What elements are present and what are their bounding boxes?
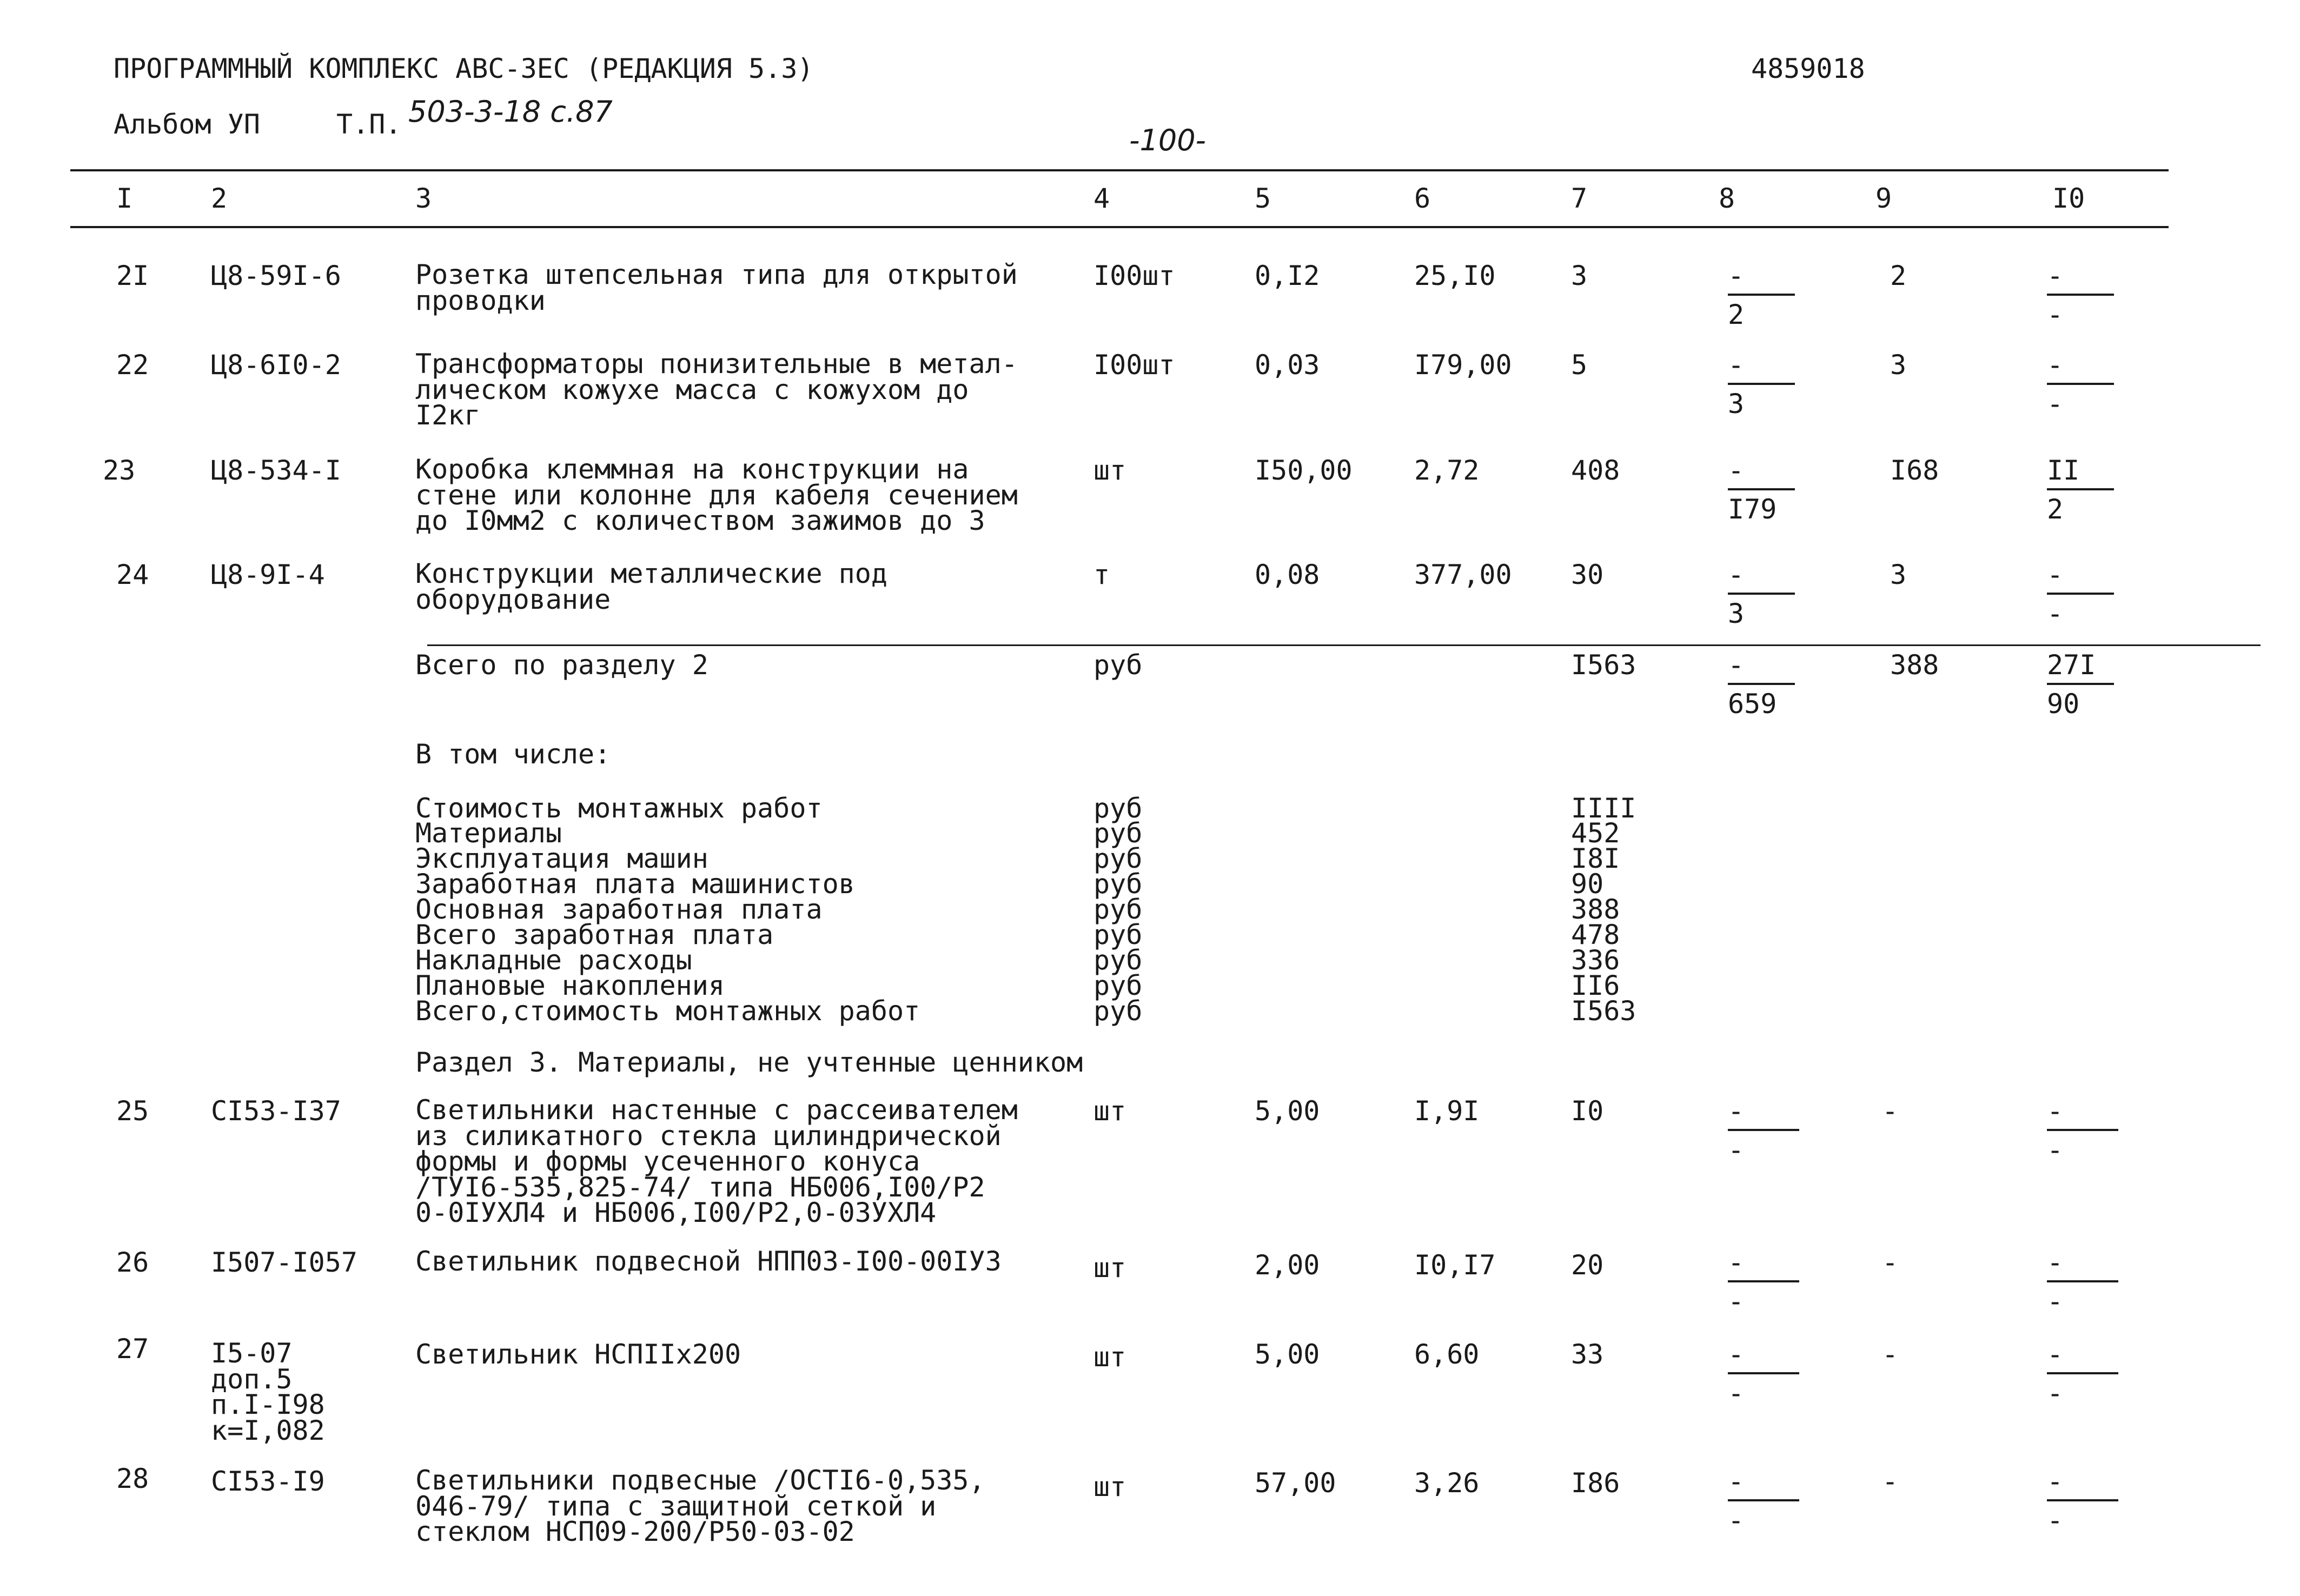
fraction-numerator: - — [2047, 1249, 2118, 1282]
row-number: 2I — [116, 260, 149, 291]
fraction-denominator: - — [1728, 1286, 1745, 1317]
row-col9: - — [1882, 1466, 1899, 1497]
row-description: Светильники настенные с рассеивателем из силикатного стекла цилиндрической формы и формы усеченного конуса /ТУI6-535,825-74/ типа НБ006,I00/Р2 0-0IУХЛ4 и НБ006,I00/Р2,0-03УХЛ4 — [415, 1094, 1018, 1228]
including-unit: руб — [1093, 945, 1143, 976]
fraction-denominator: - — [2047, 1134, 2064, 1166]
section-total-label: Всего по разделу 2 — [415, 649, 708, 681]
row-col10-fraction — [2047, 1095, 2118, 1166]
including-label: Эксплуатация машин — [415, 843, 708, 874]
column-header: 8 — [1719, 183, 1735, 214]
section-total-col10-fraction — [2047, 649, 2114, 720]
row-total: I0 — [1571, 1095, 1604, 1127]
section-total-value: I563 — [1571, 649, 1636, 681]
column-header: I0 — [2052, 183, 2085, 214]
including-unit: руб — [1093, 817, 1143, 849]
fraction-denominator: - — [2047, 299, 2064, 330]
including-unit: руб — [1093, 995, 1143, 1027]
row-col9: - — [1882, 1247, 1899, 1278]
row-total: I86 — [1571, 1467, 1620, 1499]
fraction-numerator: - — [2047, 351, 2114, 385]
fraction-denominator: 2 — [1728, 299, 1745, 330]
row-price: 377,00 — [1414, 559, 1512, 590]
tp-handwritten-number: 503-3-18 с.87 — [408, 95, 613, 129]
row-number: 22 — [116, 349, 149, 381]
row-price: I,9I — [1414, 1095, 1480, 1127]
row-quantity: 57,00 — [1255, 1467, 1336, 1499]
row-price: I0,I7 — [1414, 1249, 1496, 1281]
fraction-numerator: - — [1728, 561, 1795, 595]
column-header: 7 — [1571, 183, 1588, 214]
row-unit: т — [1093, 559, 1110, 590]
fraction-denominator: I79 — [1728, 494, 1777, 525]
row-col9: I68 — [1890, 455, 1939, 486]
including-label: Заработная плата машинистов — [415, 868, 855, 900]
row-quantity: 0,08 — [1255, 559, 1320, 590]
including-value: 478 — [1571, 919, 1620, 950]
row-description: Розетка штепсельная типа для открытой проводки — [415, 259, 1018, 316]
including-value: II6 — [1571, 970, 1620, 1001]
fraction-numerator: - — [1728, 1468, 1799, 1501]
row-code: Ц8-534-I — [211, 455, 341, 486]
fraction-numerator: - — [2047, 1098, 2118, 1131]
fraction-numerator: - — [1728, 1249, 1799, 1282]
column-header: 5 — [1255, 183, 1271, 214]
row-col9: - — [1882, 1095, 1899, 1127]
row-price: 3,26 — [1414, 1467, 1480, 1499]
including-unit: руб — [1093, 894, 1143, 925]
row-unit: шт — [1093, 1471, 1126, 1502]
row-price: 25,I0 — [1414, 260, 1496, 291]
row-quantity: I50,00 — [1255, 455, 1353, 486]
including-unit: руб — [1093, 843, 1143, 874]
row-col8-fraction — [1728, 1341, 1799, 1407]
row-col10-fraction — [2047, 1468, 2118, 1534]
tp-label: Т.П. — [336, 109, 402, 140]
row-number: 28 — [116, 1463, 149, 1494]
album-label: Альбом УП — [114, 109, 260, 140]
fraction-denominator: - — [1728, 1378, 1745, 1409]
row-price: 6,60 — [1414, 1339, 1480, 1370]
row-description: Светильник НСПIIх200 — [415, 1339, 741, 1370]
including-value: I563 — [1571, 995, 1636, 1027]
column-header: 9 — [1875, 183, 1892, 214]
row-number: 26 — [116, 1247, 149, 1278]
fraction-numerator: - — [1728, 651, 1795, 685]
row-total: 20 — [1571, 1249, 1604, 1281]
row-total: 3 — [1571, 260, 1588, 291]
row-quantity: 5,00 — [1255, 1095, 1320, 1127]
including-label: Основная заработная плата — [415, 894, 823, 925]
row-number: 25 — [116, 1095, 149, 1127]
including-value: 388 — [1571, 894, 1620, 925]
including-value: 336 — [1571, 945, 1620, 976]
page-number-handwritten: -100- — [1129, 123, 1207, 157]
row-col8-fraction — [1728, 457, 1795, 523]
including-label: Накладные расходы — [415, 945, 692, 976]
row-col8-fraction — [1728, 1468, 1799, 1534]
section-total-unit: руб — [1093, 649, 1143, 681]
row-unit: шт — [1093, 455, 1126, 486]
row-price: I79,00 — [1414, 349, 1512, 381]
row-code: СI53-I37 — [211, 1095, 341, 1127]
fraction-numerator: 27I — [2047, 651, 2114, 685]
row-total: 408 — [1571, 455, 1620, 486]
fraction-denominator: 659 — [1728, 688, 1777, 720]
row-price: 2,72 — [1414, 455, 1480, 486]
row-code: Ц8-6I0-2 — [211, 349, 341, 381]
column-header: I — [116, 183, 133, 214]
row-code: СI53-I9 — [211, 1466, 325, 1497]
row-total: 30 — [1571, 559, 1604, 590]
including-unit: руб — [1093, 868, 1143, 900]
fraction-numerator: - — [1728, 351, 1795, 385]
including-unit: руб — [1093, 919, 1143, 950]
fraction-denominator: - — [2047, 1286, 2064, 1317]
fraction-denominator: - — [1728, 1505, 1745, 1536]
fraction-denominator: - — [2047, 388, 2064, 420]
fraction-denominator: - — [1728, 1134, 1745, 1166]
column-header: 3 — [415, 183, 432, 214]
including-value: IIII — [1571, 793, 1636, 824]
row-code: Ц8-59I-6 — [211, 260, 341, 291]
document-number: 4859018 — [1751, 53, 1865, 84]
including-title: В том числе: — [415, 739, 611, 770]
fraction-numerator: - — [2047, 561, 2114, 595]
including-label: Стоимость монтажных работ — [415, 793, 823, 824]
row-col8-fraction — [1728, 1095, 1799, 1166]
row-col10-fraction — [2047, 349, 2114, 420]
column-header: 4 — [1093, 183, 1110, 214]
row-col9: 2 — [1890, 260, 1907, 291]
row-quantity: 0,I2 — [1255, 260, 1320, 291]
fraction-numerator: - — [1728, 1098, 1799, 1131]
row-unit: I00шт — [1093, 260, 1175, 291]
including-value: 452 — [1571, 817, 1620, 849]
table-header-rule — [70, 226, 2169, 228]
section-separator — [427, 644, 2261, 646]
row-description: Светильник подвесной НПП03-I00-00IУ3 — [415, 1246, 1002, 1277]
section3-title: Раздел 3. Материалы, не учтенные ценником — [415, 1047, 1083, 1078]
row-total: 33 — [1571, 1339, 1604, 1370]
fraction-numerator: - — [1728, 457, 1795, 490]
row-col10-fraction — [2047, 1341, 2118, 1407]
row-col9: - — [1882, 1339, 1899, 1370]
column-header: 6 — [1414, 183, 1431, 214]
row-number: 23 — [103, 455, 136, 486]
row-description: Коробка клеммная на конструкции на стене или колонне для кабеля сечением до I0мм2 с количеством зажимов до 3 — [415, 454, 1018, 536]
row-col8-fraction — [1728, 262, 1795, 328]
fraction-numerator: - — [2047, 1468, 2118, 1501]
row-col10-fraction — [2047, 457, 2114, 523]
fraction-denominator: 3 — [1728, 388, 1745, 420]
row-description: Трансформаторы понизительные в метал- лическом кожухе масса с кожухом до I2кг — [415, 348, 1018, 431]
row-code: Ц8-9I-4 — [211, 559, 325, 590]
row-number: 27 — [116, 1333, 149, 1365]
including-label: Всего заработная плата — [415, 919, 774, 950]
row-col10-fraction — [2047, 262, 2114, 328]
row-description: Светильники подвесные /ОСТI6-0,535, 046-79/ типа с защитной сеткой и стеклом НСП09-200/Р50-03-02 — [415, 1465, 985, 1547]
program-title: ПРОГРАММНЫЙ КОМПЛЕКС АВС-ЗЕС (РЕДАКЦИЯ 5.3) — [114, 53, 814, 84]
including-label: Плановые накопления — [415, 970, 725, 1001]
row-total: 5 — [1571, 349, 1588, 381]
row-quantity: 2,00 — [1255, 1249, 1320, 1281]
row-code: I507-I057 — [211, 1247, 357, 1278]
row-code: I5-07 доп.5 п.I-I98 к=I,082 — [211, 1338, 325, 1446]
section-total-col8-fraction — [1728, 649, 1795, 720]
fraction-denominator: - — [2047, 1505, 2064, 1536]
including-value: I8I — [1571, 843, 1620, 874]
row-unit: I00шт — [1093, 349, 1175, 381]
fraction-numerator: - — [2047, 1341, 2118, 1374]
row-col9: 3 — [1890, 559, 1907, 590]
fraction-denominator: - — [2047, 598, 2064, 629]
including-value: 90 — [1571, 868, 1604, 900]
row-col8-fraction — [1728, 349, 1795, 420]
fraction-numerator: - — [1728, 262, 1795, 296]
including-unit: руб — [1093, 793, 1143, 824]
column-header: 2 — [211, 183, 228, 214]
row-quantity: 5,00 — [1255, 1339, 1320, 1370]
row-col9: 3 — [1890, 349, 1907, 381]
row-col10-fraction — [2047, 1249, 2118, 1315]
fraction-denominator: 90 — [2047, 688, 2080, 720]
row-unit: шт — [1093, 1252, 1126, 1284]
row-col10-fraction — [2047, 561, 2114, 627]
row-description: Конструкции металлические под оборудование — [415, 558, 887, 615]
fraction-denominator: - — [2047, 1378, 2064, 1409]
section-total-col9: 388 — [1890, 649, 1939, 681]
row-number: 24 — [116, 559, 149, 590]
including-unit: руб — [1093, 970, 1143, 1001]
row-unit: шт — [1093, 1341, 1126, 1373]
fraction-numerator: - — [2047, 262, 2114, 296]
row-col8-fraction — [1728, 1249, 1799, 1315]
table-top-rule — [70, 169, 2169, 171]
fraction-numerator: II — [2047, 457, 2114, 490]
fraction-denominator: 3 — [1728, 598, 1745, 629]
fraction-denominator: 2 — [2047, 494, 2064, 525]
fraction-numerator: - — [1728, 1341, 1799, 1374]
including-label: Материалы — [415, 817, 562, 849]
row-unit: шт — [1093, 1095, 1126, 1127]
including-label: Всего,стоимость монтажных работ — [415, 995, 920, 1027]
row-quantity: 0,03 — [1255, 349, 1320, 381]
row-col8-fraction — [1728, 561, 1795, 627]
